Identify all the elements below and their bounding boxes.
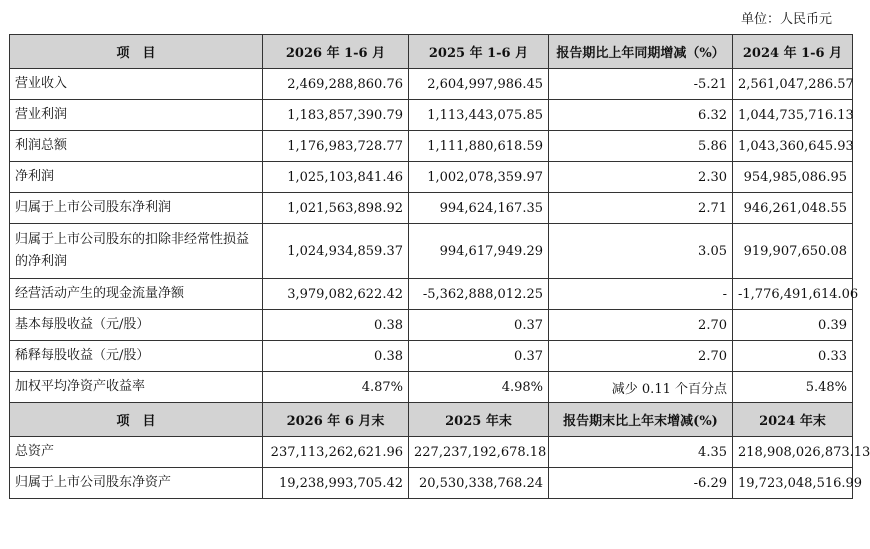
table-row	[10, 224, 853, 279]
header-item: 项 目	[10, 35, 263, 69]
cell-value: 1,002,078,359.97	[409, 162, 549, 193]
cell-value: 0.38	[263, 341, 409, 372]
cell-value: 227,237,192,678.18	[409, 437, 549, 468]
header-period-end-change: 报告期末比上年末增减(%)	[549, 403, 733, 437]
row-label: 净利润	[10, 162, 263, 193]
cell-value: 1,025,103,841.46	[263, 162, 409, 193]
cell-value: 4.98%	[409, 372, 549, 403]
cell-value: -5.21	[549, 69, 733, 100]
header-2024-year-end: 2024 年末	[733, 403, 853, 437]
cell-value: 1,176,983,728.77	[263, 131, 409, 162]
cell-value: 19,238,993,705.42	[263, 468, 409, 499]
financial-table	[9, 34, 870, 499]
cell-value: 4.87%	[263, 372, 409, 403]
row-label: 经营活动产生的现金流量净额	[10, 279, 263, 310]
cell-value: -1,776,491,614.06	[733, 279, 853, 310]
table-row	[10, 131, 853, 162]
table-row	[10, 468, 853, 499]
table-row	[10, 372, 853, 403]
cell-value: 减少 0.11 个百分点	[549, 372, 733, 403]
cell-value: 0.37	[409, 341, 549, 372]
row-label: 归属于上市公司股东净利润	[10, 193, 263, 224]
cell-value: 0.38	[263, 310, 409, 341]
row-label: 基本每股收益（元/股）	[10, 310, 263, 341]
cell-value: 2.70	[549, 341, 733, 372]
cell-value: 1,044,735,716.13	[733, 100, 853, 131]
cell-value: 0.37	[409, 310, 549, 341]
header-item: 项 目	[10, 403, 263, 437]
cell-value: 218,908,026,873.13	[733, 437, 853, 468]
cell-value: 1,043,360,645.93	[733, 131, 853, 162]
row-label: 营业利润	[10, 100, 263, 131]
cell-value: 2.30	[549, 162, 733, 193]
header-2026-jun-end: 2026 年 6 月末	[263, 403, 409, 437]
cell-value: 2,561,047,286.57	[733, 69, 853, 100]
table-row	[10, 279, 853, 310]
cell-value: 5.86	[549, 131, 733, 162]
cell-value: 5.48%	[733, 372, 853, 403]
table-row	[10, 437, 853, 468]
cell-value: 20,530,338,768.24	[409, 468, 549, 499]
cell-value: 1,024,934,859.37	[263, 224, 409, 279]
cell-value: 0.33	[733, 341, 853, 372]
cell-value: 4.35	[549, 437, 733, 468]
cell-value: 2,469,288,860.76	[263, 69, 409, 100]
cell-value: 237,113,262,621.96	[263, 437, 409, 468]
cell-value: 1,113,443,075.85	[409, 100, 549, 131]
cell-value: 2.71	[549, 193, 733, 224]
cell-value: 3.05	[549, 224, 733, 279]
header-2024-h1: 2024 年 1-6 月	[733, 35, 853, 69]
cell-value: -	[549, 279, 733, 310]
header-row-period-end	[10, 403, 853, 437]
cell-value: 1,111,880,618.59	[409, 131, 549, 162]
header-2025-h1: 2025 年 1-6 月	[409, 35, 549, 69]
table-row	[10, 162, 853, 193]
cell-value: 946,261,048.55	[733, 193, 853, 224]
cell-value: 3,979,082,622.42	[263, 279, 409, 310]
cell-value: 1,183,857,390.79	[263, 100, 409, 131]
table-row	[10, 341, 853, 372]
cell-value: 994,617,949.29	[409, 224, 549, 279]
row-label: 利润总额	[10, 131, 263, 162]
cell-value: 2.70	[549, 310, 733, 341]
header-2025-year-end: 2025 年末	[409, 403, 549, 437]
cell-value: 2,604,997,986.45	[409, 69, 549, 100]
row-label: 加权平均净资产收益率	[10, 372, 263, 403]
table-row	[10, 69, 853, 100]
table-row	[10, 193, 853, 224]
row-label: 稀释每股收益（元/股）	[10, 341, 263, 372]
unit-label: 单位：人民币元	[740, 12, 832, 27]
cell-value: 1,021,563,898.92	[263, 193, 409, 224]
cell-value: 0.39	[733, 310, 853, 341]
financial-table-body	[10, 35, 870, 499]
header-2026-h1: 2026 年 1-6 月	[263, 35, 409, 69]
cell-value: -5,362,888,012.25	[409, 279, 549, 310]
header-yoy-change: 报告期比上年同期增减（%）	[549, 35, 733, 69]
cell-value: 6.32	[549, 100, 733, 131]
table-row	[10, 310, 853, 341]
header-row-period	[10, 35, 853, 69]
cell-value: 919,907,650.08	[733, 224, 853, 279]
cell-value: 19,723,048,516.99	[733, 468, 853, 499]
cell-value: 994,624,167.35	[409, 193, 549, 224]
table-row	[10, 100, 853, 131]
row-label: 营业收入	[10, 69, 263, 100]
cell-value: -6.29	[549, 468, 733, 499]
row-label: 归属于上市公司股东净资产	[10, 468, 263, 499]
cell-value: 954,985,086.95	[733, 162, 853, 193]
row-label: 归属于上市公司股东的扣除非经常性损益的净利润	[10, 224, 263, 279]
row-label: 总资产	[10, 437, 263, 468]
